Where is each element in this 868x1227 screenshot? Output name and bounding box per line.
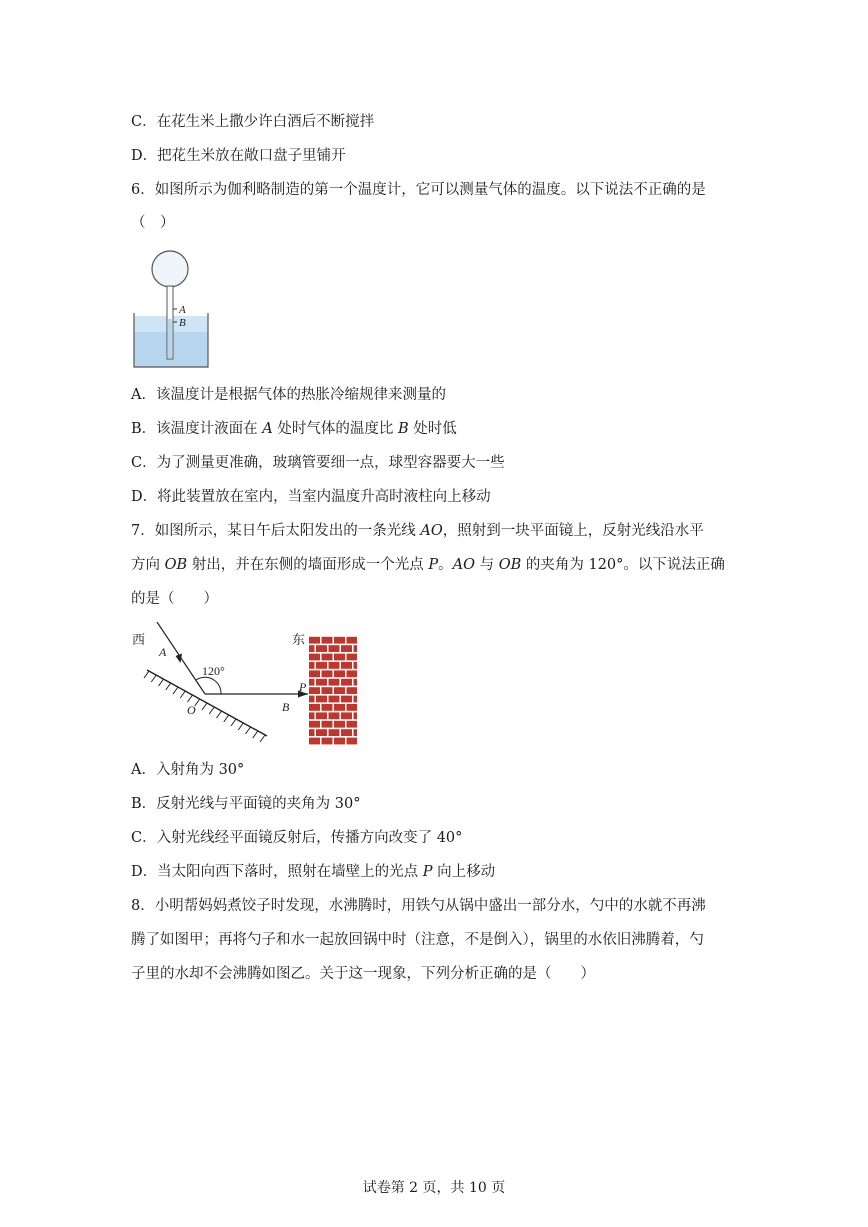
q8-stem-line2: 腾了如图甲；再将勺子和水一起放回锅中时（注意，不是倒入），锅里的水依旧沸腾着，勺 <box>131 932 704 948</box>
brick <box>347 654 358 661</box>
hatch-line <box>231 719 236 726</box>
tube-liquid <box>168 319 172 358</box>
brick <box>329 645 340 652</box>
brick <box>347 738 358 745</box>
hatch-line <box>166 683 171 690</box>
brick <box>329 662 340 669</box>
brick <box>329 679 340 686</box>
incident-arrow <box>176 654 183 664</box>
q7-stem-line3: 的是（ ） <box>131 591 218 607</box>
hatch-line <box>180 691 185 698</box>
hatch-line <box>159 679 164 686</box>
q6-paren: （ ） <box>131 215 175 231</box>
hatch-line <box>202 703 207 710</box>
brick <box>341 645 352 652</box>
brick <box>334 704 345 711</box>
brick <box>316 679 327 686</box>
brick <box>354 645 358 652</box>
brick <box>334 670 345 677</box>
brick <box>334 687 345 694</box>
q7-stem-line2: 方向 OB 射出，并在东侧的墙面形成一个光点 P。AO 与 OB 的夹角为 120°。以下说法正确 <box>131 557 725 573</box>
label-a: A <box>159 645 167 659</box>
brick <box>309 721 320 728</box>
brick <box>316 696 327 703</box>
hatch-line <box>238 723 243 730</box>
hatch-line <box>253 731 258 738</box>
brick <box>347 721 358 728</box>
brick <box>334 721 345 728</box>
brick <box>341 729 352 736</box>
brick <box>334 738 345 745</box>
brick <box>309 712 315 719</box>
brick <box>354 729 358 736</box>
hatch-line <box>260 735 265 742</box>
brick <box>309 704 320 711</box>
brick <box>341 696 352 703</box>
q7-option-a: A．入射角为 30° <box>131 762 245 778</box>
hatch-line <box>173 687 178 694</box>
q7-option-d: D．当太阳向西下落时，照射在墙壁上的光点 P 向上移动 <box>131 864 496 880</box>
brick <box>347 687 358 694</box>
q6-stem: 6．如图所示为伽利略制造的第一个温度计，它可以测量气体的温度。以下说法不正确的是 <box>131 182 706 198</box>
hatch-line <box>246 727 251 734</box>
hatch-line <box>151 675 156 682</box>
brick <box>309 679 315 686</box>
hatch-line <box>217 711 222 718</box>
brick <box>322 704 333 711</box>
q8-stem-line1: 8．小明帮妈妈煮饺子时发现，水沸腾时，用铁勺从锅中盛出一部分水，勺中的水就不再沸 <box>131 898 706 914</box>
q5-option-d: D．把花生米放在敞口盘子里铺开 <box>131 148 346 164</box>
east-label: 东 <box>292 633 306 648</box>
mirror-hatching <box>144 671 265 742</box>
brick <box>309 687 320 694</box>
west-label: 西 <box>132 633 146 648</box>
bulb <box>152 251 188 287</box>
brick <box>309 738 320 745</box>
brick <box>316 729 327 736</box>
q6-option-a: A．该温度计是根据气体的热胀冷缩规律来测量的 <box>131 387 446 403</box>
q5-option-c: C．在花生米上撒少许白酒后不断搅拌 <box>131 114 375 130</box>
brick <box>329 729 340 736</box>
q7-option-b: B．反射光线与平面镜的夹角为 30° <box>131 796 361 812</box>
hatch-line <box>144 671 149 678</box>
brick <box>329 696 340 703</box>
brick <box>322 654 333 661</box>
angle-label: 120° <box>202 664 225 678</box>
brick <box>309 654 320 661</box>
hatch-line <box>224 715 229 722</box>
q7-option-c: C．入射光线经平面镜反射后，传播方向改变了 40° <box>131 830 463 846</box>
q6-option-c: C．为了测量更准确，玻璃管要细一点，球型容器要大一些 <box>131 455 505 471</box>
brick <box>334 637 345 644</box>
label-p: P <box>299 680 307 694</box>
brick <box>309 696 315 703</box>
brick <box>322 637 333 644</box>
brick <box>309 729 315 736</box>
brick <box>322 738 333 745</box>
hatch-line <box>209 707 214 714</box>
label-o: O <box>187 703 196 717</box>
brick <box>347 637 358 644</box>
brick <box>309 662 315 669</box>
brick <box>322 721 333 728</box>
label-b: B <box>179 317 186 329</box>
brick <box>316 645 327 652</box>
q7-stem-line1: 7．如图所示，某日午后太阳发出的一条光线 AO，照射到一块平面镜上，反射光线沿水平 <box>131 523 704 539</box>
q6-option-b: B．该温度计液面在 A 处时气体的温度比 B 处时低 <box>131 421 457 437</box>
brick <box>354 696 358 703</box>
label-a: A <box>179 304 186 316</box>
brick <box>316 662 327 669</box>
brick <box>341 679 352 686</box>
q6-option-d: D．将此装置放在室内，当室内温度升高时液柱向上移动 <box>131 489 491 505</box>
brick <box>329 712 340 719</box>
brick <box>322 670 333 677</box>
brick <box>354 712 358 719</box>
label-b: B <box>282 700 290 714</box>
brick <box>347 670 358 677</box>
brick <box>316 712 327 719</box>
hatch-line <box>188 695 193 702</box>
brick <box>341 662 352 669</box>
brick <box>334 654 345 661</box>
brick <box>309 637 320 644</box>
brick <box>354 662 358 669</box>
brick <box>309 670 320 677</box>
page-footer: 试卷第 2 页，共 10 页 <box>362 1180 506 1196</box>
brick <box>354 679 358 686</box>
mirror-reflection-figure <box>125 622 365 750</box>
brick <box>347 704 358 711</box>
brick <box>309 645 315 652</box>
brick-wall <box>309 636 357 745</box>
brick <box>322 687 333 694</box>
q8-stem-line3: 子里的水却不会沸腾如图乙。关于这一现象，下列分析正确的是（ ） <box>131 966 595 982</box>
brick <box>341 712 352 719</box>
galileo-thermometer-figure <box>130 247 212 369</box>
